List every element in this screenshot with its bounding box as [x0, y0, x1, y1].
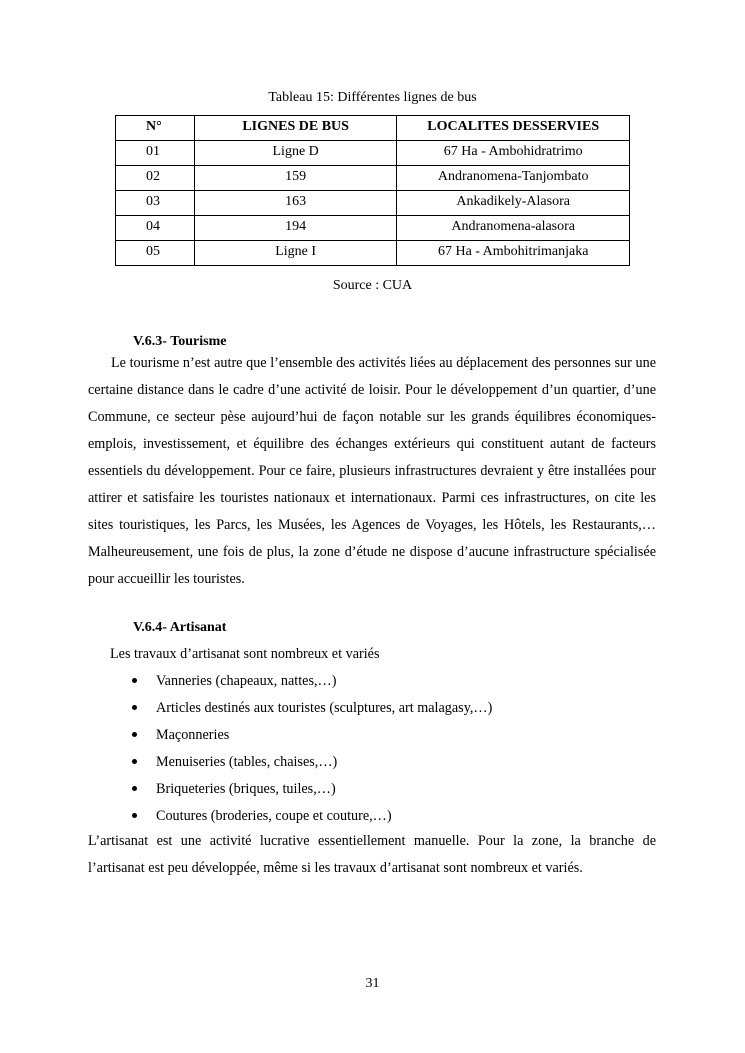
table-caption: Tableau 15: Différentes lignes de bus	[268, 90, 477, 105]
bullet-icon	[132, 759, 137, 764]
cell-bus-line: 163	[194, 191, 397, 216]
cell-bus-line: 159	[194, 166, 397, 191]
bullet-icon	[132, 786, 137, 791]
column-header-number: N°	[116, 116, 195, 141]
cell-number: 02	[116, 166, 195, 191]
table-header-row	[116, 116, 630, 141]
list-item-text: Articles destinés aux touristes (sculptures, art malagasy,…)	[156, 700, 493, 716]
page-number: 31	[365, 976, 380, 991]
cell-bus-line: Ligne I	[194, 241, 397, 266]
cell-number: 04	[116, 216, 195, 241]
list-item	[130, 780, 492, 807]
artisanat-list	[130, 672, 492, 834]
cell-localities: Ankadikely-Alasora	[397, 191, 630, 216]
cell-localities: Andranomena-Tanjombato	[397, 166, 630, 191]
cell-localities: 67 Ha - Ambohitrimanjaka	[397, 241, 630, 266]
artisanat-intro: Les travaux d’artisanat sont nombreux et variés	[110, 646, 380, 662]
list-item-text: Coutures (broderies, coupe et couture,…)	[156, 808, 392, 824]
bullet-icon	[132, 705, 137, 710]
bus-lines-table	[115, 115, 630, 266]
cell-bus-line: 194	[194, 216, 397, 241]
list-item-text: Maçonneries	[156, 727, 230, 743]
list-item-text: Menuiseries (tables, chaises,…)	[156, 754, 338, 770]
section-heading-artisanat: V.6.4- Artisanat	[133, 620, 227, 635]
table-row	[116, 166, 630, 191]
tourisme-paragraph-text: Le tourisme n’est autre que l’ensemble des activités liées au déplacement des personnes sur une certaine distance dans le cadre d’une activité de loisir. Pour le développement d’un quartier, d’une Commune, ce secteur pèse aujourd’hui de façon notable sur les grands équilibres économiques-emplois, investissement, et équilibre des échanges extérieurs qui constituent autant de facteurs essentiels du développement. Pour ce faire, plusieurs infrastructures devraient y être installées pour attirer et satisfaire les touristes nationaux et internationaux. Parmi ces infrastructures, on cite les sites touristiques, les Parcs, les Musées, les Agences de Voyages, les Hôtels, les Restaurants,… Malheureusement, une fois de plus, la zone d’étude ne dispose d’aucune infrastructure spécialisée pour accueillir les touristes.	[88, 355, 656, 587]
table-row	[116, 141, 630, 166]
column-header-localities: LOCALITES DESSERVIES	[397, 116, 630, 141]
cell-number: 05	[116, 241, 195, 266]
list-item	[130, 672, 492, 699]
table-row	[116, 191, 630, 216]
bullet-icon	[132, 732, 137, 737]
list-item-text: Vanneries (chapeaux, nattes,…)	[156, 673, 337, 689]
list-item	[130, 753, 492, 780]
bullet-icon	[132, 813, 137, 818]
cell-bus-line: Ligne D	[194, 141, 397, 166]
artisanat-conclusion: L’artisanat est une activité lucrative essentiellement manuelle. Pour la zone, la branche de l’artisanat est peu développée, même si les travaux d’artisanat sont nombreux et variés.	[88, 833, 656, 876]
list-item	[130, 726, 492, 753]
section-heading-tourisme: V.6.3- Tourisme	[133, 334, 227, 349]
list-item-text: Briqueteries (briques, tuiles,…)	[156, 781, 336, 797]
column-header-bus-lines: LIGNES DE BUS	[194, 116, 397, 141]
bullet-icon	[132, 678, 137, 683]
cell-localities: Andranomena-alasora	[397, 216, 630, 241]
cell-localities: 67 Ha - Ambohidratrimo	[397, 141, 630, 166]
list-item	[130, 699, 492, 726]
tourisme-paragraph	[88, 350, 656, 593]
cell-number: 01	[116, 141, 195, 166]
table-source: Source : CUA	[332, 278, 413, 293]
table-row	[116, 216, 630, 241]
cell-number: 03	[116, 191, 195, 216]
table-row	[116, 241, 630, 266]
